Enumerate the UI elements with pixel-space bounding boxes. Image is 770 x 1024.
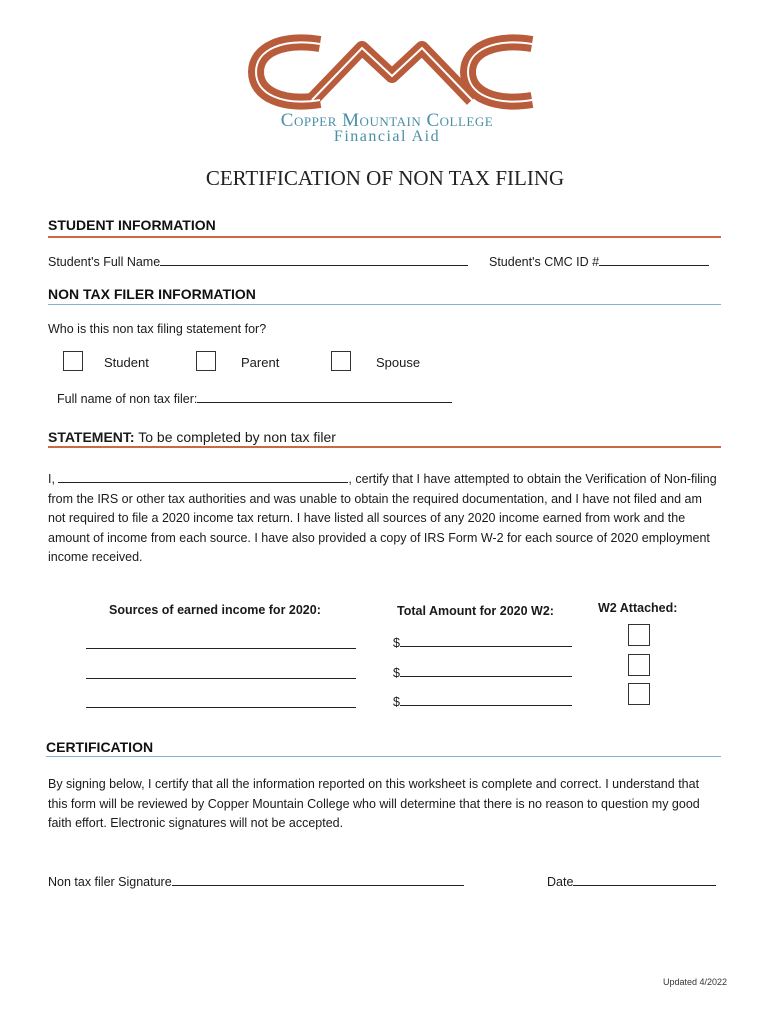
date-label: Date	[547, 875, 574, 889]
student-name-label: Student's Full Name	[48, 255, 161, 269]
section-divider	[48, 236, 721, 238]
spouse-checkbox[interactable]	[331, 351, 351, 371]
date-field[interactable]	[573, 873, 716, 886]
amount-row-3	[393, 693, 572, 709]
statement-text	[48, 470, 718, 568]
document-title: CERTIFICATION OF NON TAX FILING	[205, 166, 565, 190]
statement-body: , certify that I have attempted to obtain the Verification of Non-filing from the IRS or other tax authorities and was unable to obtain the required documentation, and I have not filed and am not required to file a 2020 income tax return. I have listed all sources of any 2020 income earned from work and the amount of income from each source. I have also provided a copy of IRS Form W-2 for each source of 2020 employment income received.	[48, 472, 717, 564]
logo-college-name: Copper Mountain College	[280, 110, 494, 131]
amount-row-2	[393, 664, 572, 680]
w2-attached-checkbox-1[interactable]	[628, 624, 650, 646]
signature-row	[48, 873, 464, 889]
signature-field[interactable]	[172, 873, 464, 886]
dollar-sign: $	[393, 666, 400, 680]
w2-attached-checkbox-2[interactable]	[628, 654, 650, 676]
filer-question: Who is this non tax filing statement for?	[48, 322, 267, 336]
certifier-name-field[interactable]	[58, 470, 348, 483]
student-id-label: Student's CMC ID #	[489, 255, 600, 269]
income-source-field-1[interactable]	[86, 648, 356, 649]
statement-heading-bold: STATEMENT:	[48, 429, 135, 445]
student-name-field[interactable]	[160, 253, 468, 266]
statement-heading	[48, 429, 336, 445]
income-source-field-3[interactable]	[86, 707, 356, 708]
student-name-row	[48, 253, 468, 269]
w2-attached-checkbox-3[interactable]	[628, 683, 650, 705]
section-divider	[48, 446, 721, 448]
parent-option-label: Parent	[241, 355, 280, 370]
student-option-label: Student	[104, 355, 149, 370]
amount-row-1	[393, 634, 572, 650]
section-divider	[46, 756, 721, 757]
dollar-sign: $	[393, 695, 400, 709]
section-divider	[48, 304, 721, 305]
logo-department: Financial Aid	[333, 128, 441, 145]
certification-text: By signing below, I certify that all the information reported on this worksheet is complete and correct. I understand that this form will be reviewed by Copper Mountain College who will determine that there is no reason to question my good faith effort. Electronic signatures will not be accepted.	[48, 777, 700, 830]
filer-name-field[interactable]	[197, 390, 452, 403]
amount-field-1[interactable]	[400, 634, 572, 647]
non-tax-filer-heading: NON TAX FILER INFORMATION	[48, 286, 256, 302]
w2-column-header: W2 Attached:	[598, 601, 678, 615]
updated-note: Updated 4/2022	[663, 977, 728, 987]
student-id-row	[489, 253, 709, 269]
date-row	[547, 873, 716, 889]
statement-prefix: I,	[48, 472, 59, 486]
amount-column-header: Total Amount for 2020 W2:	[397, 604, 554, 618]
amount-field-3[interactable]	[400, 693, 572, 706]
spouse-option-label: Spouse	[376, 355, 421, 370]
filer-name-row	[57, 390, 452, 406]
cmc-logo-icon	[242, 32, 542, 112]
parent-checkbox[interactable]	[196, 351, 216, 371]
student-id-field[interactable]	[599, 253, 709, 266]
sources-column-header: Sources of earned income for 2020:	[109, 603, 321, 617]
certification-heading: CERTIFICATION	[46, 739, 154, 755]
filer-name-label: Full name of non tax filer:	[57, 392, 198, 406]
amount-field-2[interactable]	[400, 664, 572, 677]
student-info-heading: STUDENT INFORMATION	[48, 217, 216, 233]
dollar-sign: $	[393, 636, 400, 650]
signature-label: Non tax filer Signature	[48, 875, 172, 889]
student-checkbox[interactable]	[63, 351, 83, 371]
income-source-field-2[interactable]	[86, 678, 356, 679]
statement-heading-rest: To be completed by non tax filer	[134, 429, 336, 445]
